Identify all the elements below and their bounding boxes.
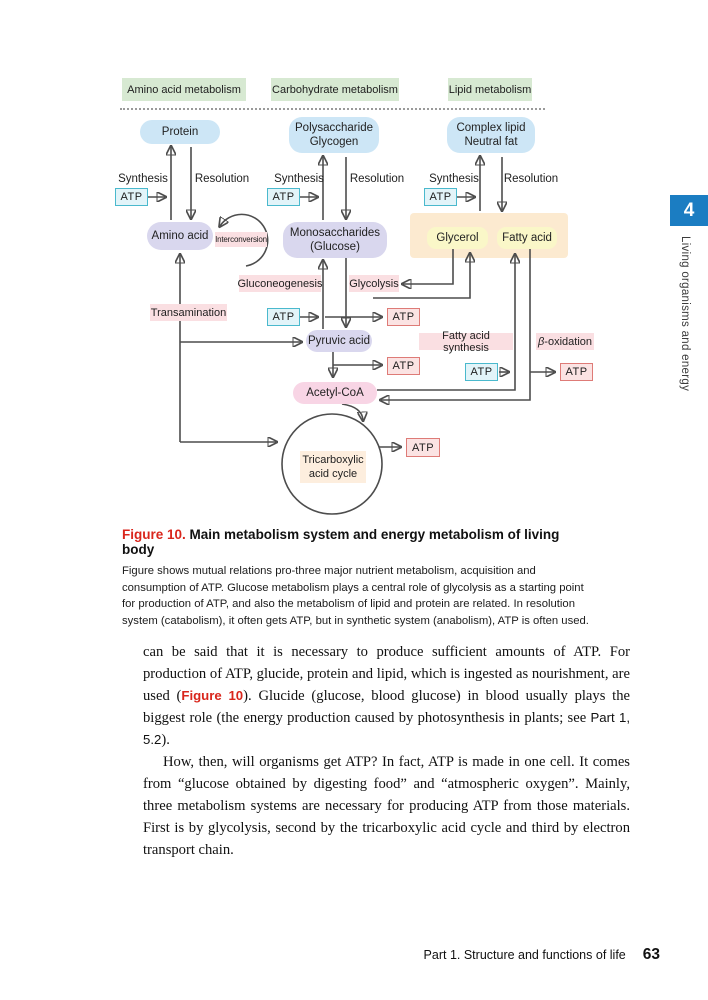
label-resolution-protein: Resolution (194, 173, 250, 185)
p1-text-c: ). (161, 732, 170, 748)
header-lipid-metabolism: Lipid metabolism (448, 78, 532, 101)
label-beta-oxidation (536, 333, 594, 350)
metabolism-diagram (0, 70, 660, 530)
label-gluconeogenesis: Gluconeogenesis (239, 275, 321, 292)
paragraph-2: How, then, will organisms get ATP? In fact, ATP is made in one cell. It comes from “glucose obtained by digesting food” and “atmospheric oxygen”. Mainly, three metabolism systems are necessary for producing ATP from those materials. First is by glycolysis, second by the tricarboxylic acid cycle and third by electron transport chain. (143, 754, 630, 858)
part-reference: Part 1, 5.2 (143, 710, 630, 747)
atp-box-tca: ATP (406, 438, 440, 457)
label-resolution-lipid: Resolution (503, 173, 559, 185)
chapter-number-tab: 4 (670, 195, 708, 226)
atp-box-protein-synthesis: ATP (115, 188, 148, 206)
node-fatty-acid: Fatty acid (497, 227, 557, 249)
body-text (143, 641, 630, 861)
node-tricarboxylic-acid-cycle (300, 451, 366, 483)
paragraph-1 (143, 641, 630, 751)
figure-caption-body: Figure shows mutual relations pro-three major nutrient metabolism, acquisition and consumption of ATP. Glucose metabolism plays a central role of glycolysis as a starting point for production of ATP, and also the metabolism of lipid and protein are related. In resolution system (catabolism), it often gets ATP, but in synthetic system (anabolism), ATP is often used. (122, 565, 589, 627)
atp-box-fatty-acid-synthesis: ATP (465, 363, 498, 381)
label-beta-oxidation-rest: -oxidation (544, 335, 592, 348)
node-monosaccharides-line2: (Glucose) (310, 241, 360, 253)
node-monosaccharides-glucose (283, 222, 387, 258)
label-synthesis-protein: Synthesis (118, 173, 168, 185)
page-number: 63 (642, 946, 660, 963)
node-complex-lipid-neutral-fat (447, 117, 535, 153)
label-resolution-polysaccharide: Resolution (349, 173, 405, 185)
p1-text-a: can be said that it is necessary to produce sufficient amounts of ATP. For production of ATP, glucide, protein and lipid, which is ingested as nourishment, are used ( (143, 644, 630, 704)
atp-box-gluconeogenesis: ATP (267, 308, 300, 326)
page-footer (424, 946, 660, 964)
beta-symbol: β (538, 335, 545, 348)
atp-box-beta-oxidation: ATP (560, 363, 593, 381)
label-synthesis-polysaccharide: Synthesis (274, 173, 324, 185)
figure-10-reference: Figure 10 (181, 688, 244, 703)
footer-section-title: Part 1. Structure and functions of life (423, 948, 626, 962)
label-glycolysis: Glycolysis (349, 275, 399, 292)
node-polysaccharide-line2: Glycogen (309, 136, 359, 148)
atp-box-polysaccharide-synthesis: ATP (267, 188, 300, 206)
node-protein: Protein (140, 120, 220, 144)
node-acetyl-coa: Acetyl-CoA (293, 382, 377, 404)
atp-box-glycolysis: ATP (387, 308, 420, 326)
tca-line2: acid cycle (308, 468, 358, 480)
node-complex-lipid-line2: Neutral fat (464, 136, 518, 148)
node-pyruvic-acid: Pyruvic acid (306, 330, 372, 352)
label-synthesis-lipid: Synthesis (429, 173, 479, 185)
figure-caption (122, 527, 592, 629)
node-complex-lipid-line1: Complex lipid (456, 121, 526, 134)
header-amino-acid-metabolism: Amino acid metabolism (122, 78, 246, 101)
label-fatty-acid-synthesis: Fatty acid synthesis (419, 333, 513, 350)
header-carbohydrate-metabolism: Carbohydrate metabolism (271, 78, 399, 101)
atp-box-lipid-synthesis: ATP (424, 188, 457, 206)
label-transamination: Transamination (150, 304, 227, 321)
tca-line1: Tricarboxylic (302, 453, 364, 466)
node-polysaccharide-line1: Polysaccharide (295, 121, 373, 134)
figure-number: Figure 10. (122, 527, 186, 542)
figure-caption-title (122, 527, 592, 557)
node-monosaccharides-line1: Monosaccharides (289, 226, 381, 239)
p1-text-b: ). Glucide (glucose, blood glucose) in blood usually plays the biggest role (the energy production caused by photosynthesis in plants; see (143, 688, 630, 726)
node-glycerol: Glycerol (427, 227, 488, 249)
node-polysaccharide-glycogen (289, 117, 379, 153)
node-amino-acid: Amino acid (147, 222, 213, 250)
label-interconversion: Interconversion (215, 232, 267, 247)
figure-title-text: Main metabolism system and energy metabolism of living body (122, 527, 560, 557)
chapter-title-vertical: Living organisms and energy (679, 236, 691, 392)
atp-box-pyruvate: ATP (387, 357, 420, 375)
